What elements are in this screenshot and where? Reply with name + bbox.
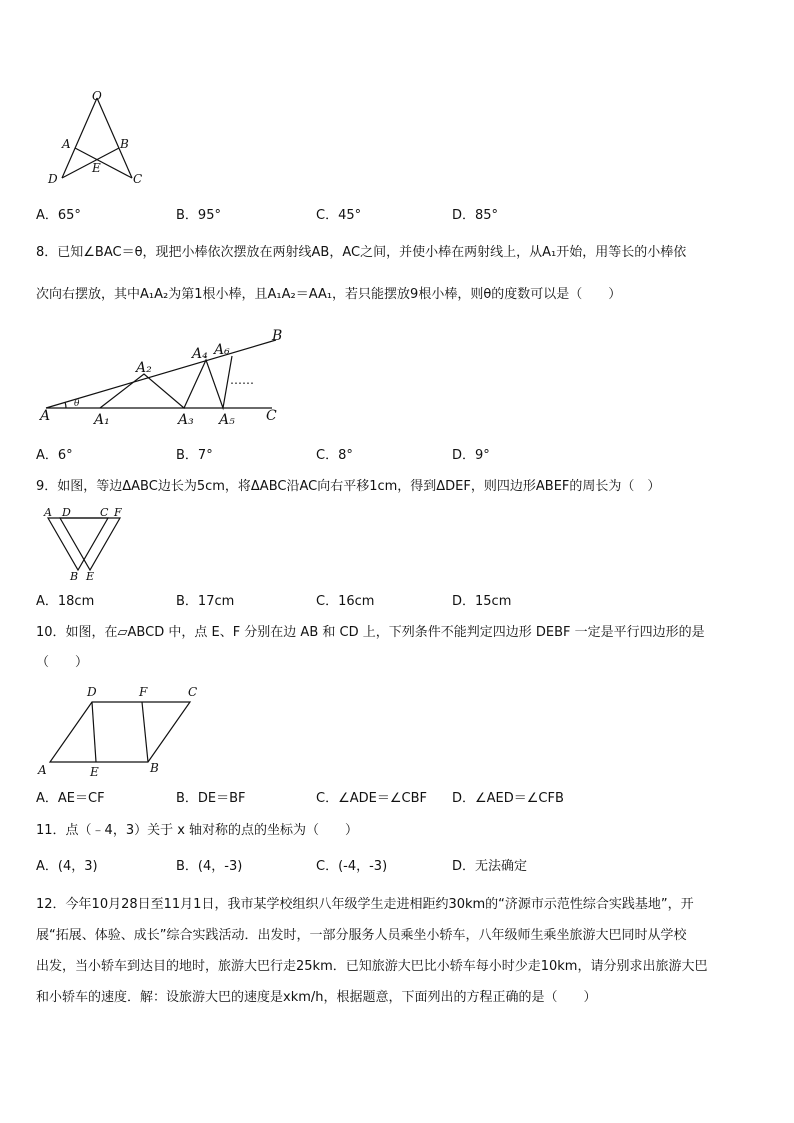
q10-figure (36, 682, 216, 782)
q10-line2: （ ） (36, 655, 89, 670)
q8-line2: 次向右摆放，其中A₁A₂为第1根小棒，且A₁A₂＝AA₁，若只能摆放9根小棒，则θ的度数可以是（ ） (36, 287, 622, 302)
q10-line1: 10．如图，在▱ABCD 中，点 E、F 分别在边 AB 和 CD 上，下列条件不能判定四边形 DEBF 一定是平行四边形的是 (36, 625, 705, 640)
q11-option-b: B．(4，-3) (176, 859, 243, 874)
q12-line3: 出发，当小轿车到达目的地时，旅游大巴行走25km．已知旅游大巴比小轿车每小时少走10km，请分别求出旅游大巴 (36, 959, 708, 974)
label-D: D (87, 685, 97, 699)
label-C: C (188, 685, 198, 699)
label-D: D (62, 506, 71, 519)
label-E: E (86, 570, 95, 583)
segment-FB (142, 702, 148, 762)
q10-option-d: D．∠AED＝∠CFB (452, 791, 564, 806)
label-A: A (62, 137, 71, 151)
label-B: B (70, 570, 79, 583)
q9-option-b: B．17cm (176, 594, 235, 609)
q12-line4: 和小轿车的速度．解：设旅游大巴的速度是xkm/h，根据题意，下面列出的方程正确的是（ ） (36, 990, 597, 1005)
q8-option-b: B．7° (176, 448, 213, 463)
label-B: B (272, 328, 283, 344)
label-A: A (44, 506, 52, 519)
triangle-ABC (48, 518, 108, 570)
label-E: E (92, 161, 101, 175)
q7-figure (40, 88, 160, 188)
q11-option-a: A．(4，3) (36, 859, 98, 874)
q12-line2: 展“拓展、体验、成长”综合实践活动．出发时，一部分服务人员乘坐小轿车，八年级师生乘坐旅游大巴同时从学校 (36, 928, 687, 943)
label-F: F (139, 685, 148, 699)
label-A5: A₅ (219, 412, 235, 428)
q8-line1: 8．已知∠BAC＝θ，现把小棒依次摆放在两射线AB，AC之间，并使小棒在两射线上，从A₁开始，用等长的小棒依 (36, 245, 687, 260)
q8-option-c: C．8° (316, 448, 353, 463)
label-C: C (100, 506, 109, 519)
sticks (100, 356, 232, 408)
q8-option-d: D．9° (452, 448, 490, 463)
q12-line1: 12．今年10月28日至11月1日，我市某学校组织八年级学生走进相距约30km的“济源市示范性综合实践基地”，开 (36, 897, 694, 912)
label-A3: A₃ (178, 412, 194, 428)
label-E: E (90, 765, 99, 779)
label-dots: …… (230, 373, 254, 387)
q10-option-b: B．DE＝BF (176, 791, 246, 806)
q8-figure (36, 322, 296, 432)
q9-option-c: C．16cm (316, 594, 375, 609)
label-C: C (133, 172, 143, 186)
q7-option-a: A．65° (36, 208, 81, 223)
parallelogram-ABCD (50, 702, 190, 762)
q10-option-c: C．∠ADE＝∠CBF (316, 791, 427, 806)
label-F: F (114, 506, 122, 519)
q7-option-d: D．85° (452, 208, 499, 223)
angle-arc (65, 402, 66, 408)
q11-line1: 11．点（﹣4，3）关于 x 轴对称的点的坐标为（ ） (36, 823, 359, 838)
label-D: D (48, 172, 58, 186)
q9-option-a: A．18cm (36, 594, 95, 609)
triangle-DEF (60, 518, 120, 570)
q10-option-a: A．AE＝CF (36, 791, 105, 806)
line-BD (62, 148, 119, 178)
q9-option-d: D．15cm (452, 594, 512, 609)
label-A6: A₆ (214, 342, 230, 358)
label-A: A (38, 763, 47, 777)
q9-line1: 9．如图，等边ΔABC边长为5cm，将ΔABC沿AC向右平移1cm，得到ΔDEF，则四边形ABEF的周长为（ ） (36, 479, 661, 494)
q7-option-c: C．45° (316, 208, 362, 223)
line-AC (75, 148, 132, 178)
label-A1: A₁ (94, 412, 110, 428)
label-B: B (150, 761, 159, 775)
label-A4: A₄ (192, 346, 208, 362)
label-theta: θ (74, 399, 80, 409)
q8-option-a: A．6° (36, 448, 73, 463)
label-C: C (266, 408, 277, 424)
q7-option-b: B．95° (176, 208, 221, 223)
label-A: A (40, 408, 51, 424)
q11-option-d: D．无法确定 (452, 859, 528, 874)
label-O: O (92, 89, 102, 103)
label-B: B (120, 137, 129, 151)
q9-figure (40, 506, 140, 586)
q11-option-c: C．(-4，-3) (316, 859, 388, 874)
label-A2: A₂ (136, 360, 152, 376)
segment-DE (92, 702, 96, 762)
